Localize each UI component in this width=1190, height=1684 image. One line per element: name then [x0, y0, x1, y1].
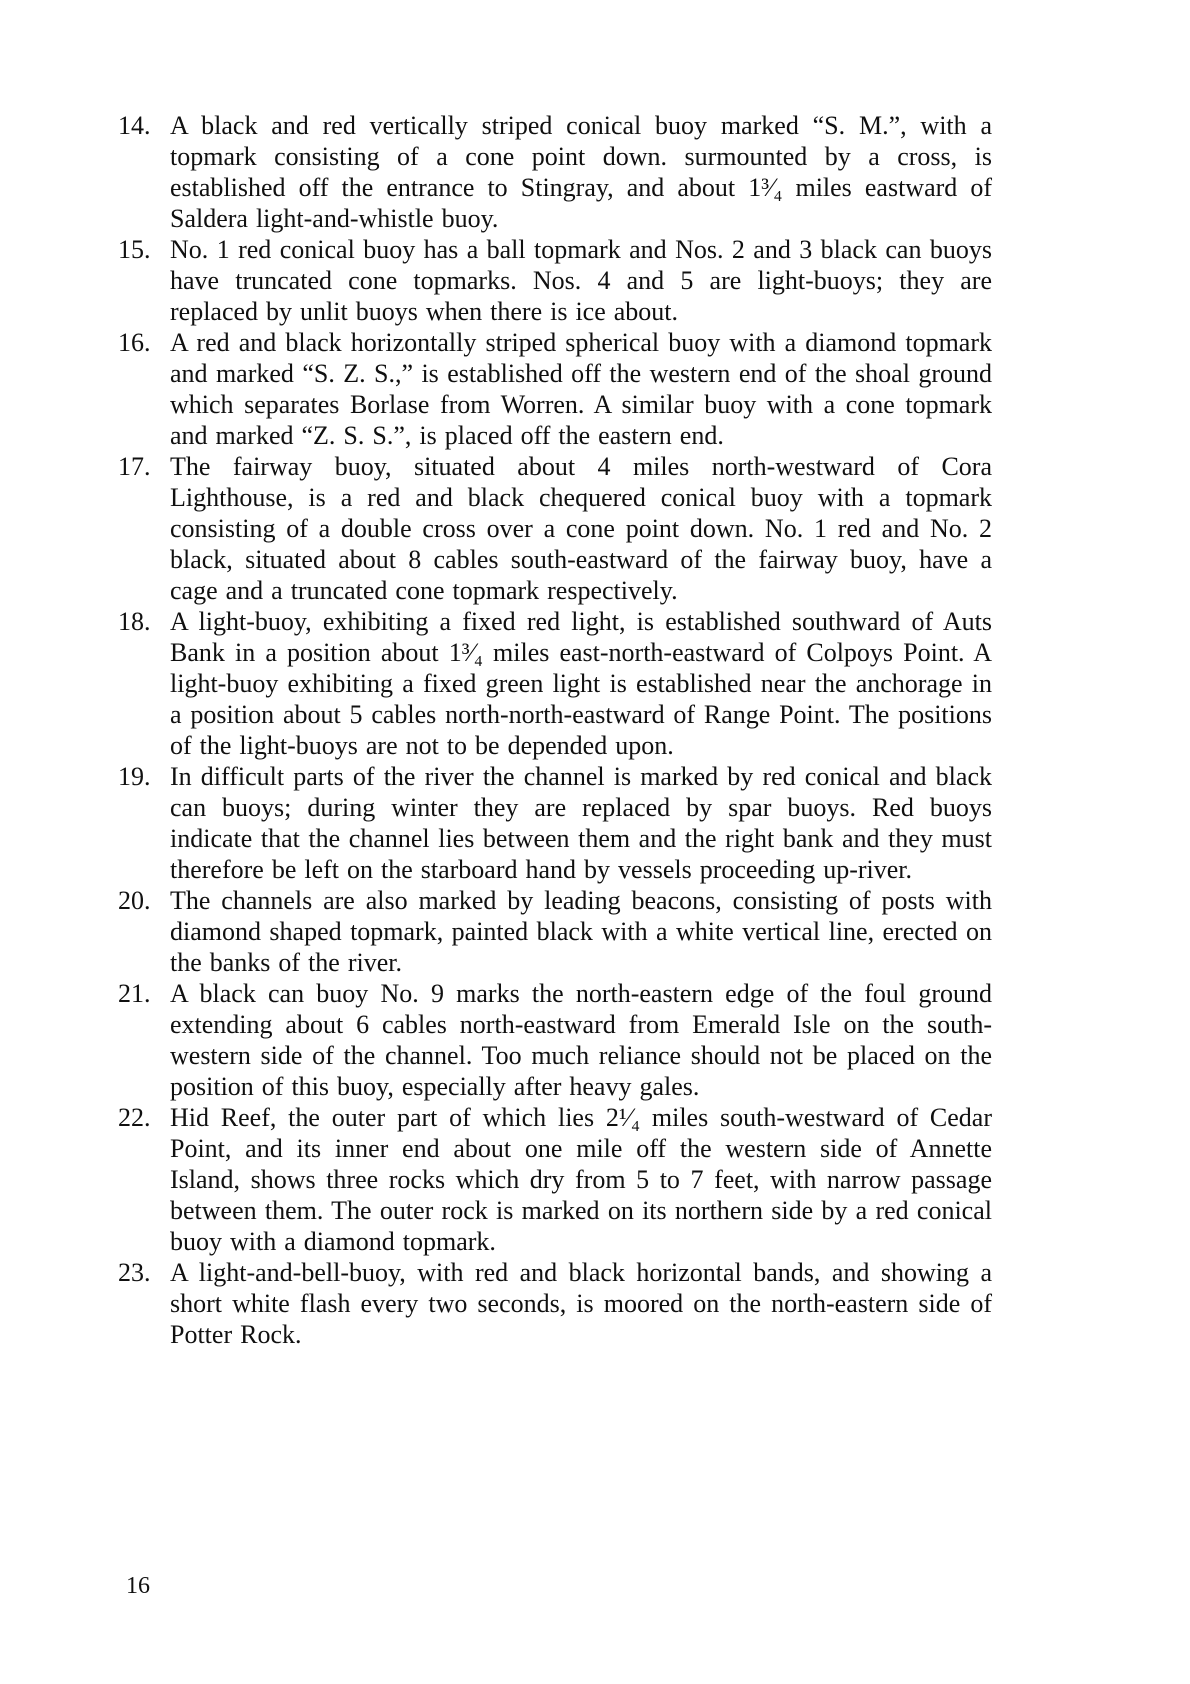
paragraph-22 — [118, 1102, 992, 1257]
paragraph-20 — [118, 885, 992, 978]
paragraph-21 — [118, 978, 992, 1102]
paragraph-text: A light-and-bell-buoy, with red and black horizontal bands, and showing a short white flash every two seconds, is moored on the north-eastern side of Potter Rock. — [170, 1258, 992, 1349]
paragraph-number: 15. — [118, 235, 151, 264]
page-number: 16 — [126, 1573, 150, 1599]
paragraph-18 — [118, 606, 992, 761]
paragraph-19 — [118, 761, 992, 885]
paragraph-text: A red and black horizontally striped spherical buoy with a diamond topmark and marked “S. Z. S.,” is established off the western end of the shoal ground which separates Borlase from Worren. A similar buoy with a cone topmark and marked “Z. S. S.”, is placed off the eastern end. — [170, 328, 992, 450]
paragraph-text: Hid Reef, the outer part of which lies 2¹⁄₄ miles south-westward of Cedar Point, and its inner end about one mile off the western side of Annette Island, shows three rocks which dry from 5 to 7 feet, with narrow passage between them. The outer rock is marked on its northern side by a red conical buoy with a diamond topmark. — [170, 1103, 992, 1256]
paragraph-number: 18. — [118, 607, 151, 636]
paragraph-text: The fairway buoy, situated about 4 miles north-westward of Cora Lighthouse, is a red and black chequered conical buoy with a topmark consisting of a double cross over a cone point down. No. 1 red and No. 2 black, situated about 8 cables south-eastward of the fairway buoy, have a cage and a truncated cone topmark respectively. — [170, 452, 992, 605]
paragraph-number: 22. — [118, 1103, 151, 1132]
paragraph-text: The channels are also marked by leading beacons, consisting of posts with diamond shaped topmark, painted black with a white vertical line, erected on the banks of the river. — [170, 886, 992, 977]
paragraph-text: A black and red vertically striped conical buoy marked “S. M.”, with a topmark consisting of a cone point down. surmounted by a cross, is established off the entrance to Stingray, and about 1³⁄₄ miles eastward of Saldera light-and-whistle buoy. — [170, 111, 992, 233]
paragraph-17 — [118, 451, 992, 606]
paragraph-23 — [118, 1257, 992, 1350]
paragraph-text: In difficult parts of the river the channel is marked by red conical and black can buoys; during winter they are replaced by spar buoys. Red buoys indicate that the channel lies between them and the right bank and they must therefore be left on the starboard hand by vessels proceeding up-river. — [170, 762, 992, 884]
paragraph-text: No. 1 red conical buoy has a ball topmark and Nos. 2 and 3 black can buoys have truncated cone topmarks. Nos. 4 and 5 are light-buoys; they are replaced by unlit buoys when there is ice about. — [170, 235, 992, 326]
paragraph-15 — [118, 234, 992, 327]
paragraph-14 — [118, 110, 992, 234]
paragraph-text: A black can buoy No. 9 marks the north-eastern edge of the foul ground extending about 6 cables north-eastward from Emerald Isle on the south-western side of the channel. Too much reliance should not be placed on the position of this buoy, especially after heavy gales. — [170, 979, 992, 1101]
paragraph-number: 19. — [118, 762, 151, 791]
text-block — [118, 110, 992, 1350]
paragraph-number: 17. — [118, 452, 151, 481]
paragraph-16 — [118, 327, 992, 451]
paragraph-text: A light-buoy, exhibiting a fixed red light, is established southward of Auts Bank in a position about 1³⁄₄ miles east-north-eastward of Colpoys Point. A light-buoy exhibiting a fixed green light is established near the anchorage in a position about 5 cables north-north-eastward of Range Point. The positions of the light-buoys are not to be depended upon. — [170, 607, 992, 760]
paragraph-number: 14. — [118, 111, 151, 140]
paragraph-number: 16. — [118, 328, 151, 357]
paragraph-number: 21. — [118, 979, 151, 1008]
paragraph-number: 20. — [118, 886, 151, 915]
paragraph-number: 23. — [118, 1258, 151, 1287]
